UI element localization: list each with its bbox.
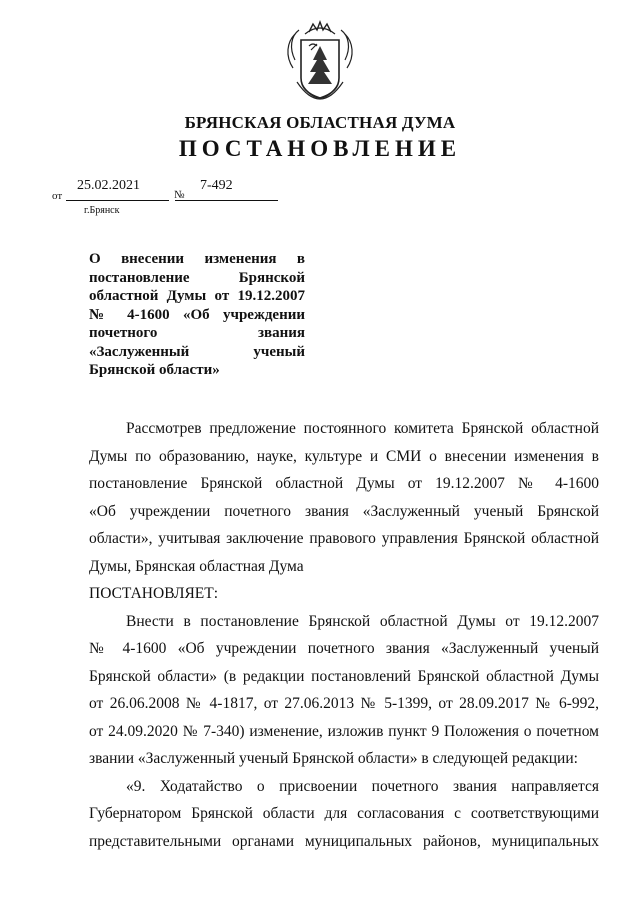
body-line: постановление Брянской областной Думы от 19.12.2007 № 4-1600 bbox=[89, 475, 599, 492]
subject-line: постановление Брянской bbox=[89, 269, 305, 286]
number-underline bbox=[175, 200, 278, 201]
subject-line: почетного звания bbox=[89, 325, 305, 341]
document-meta bbox=[52, 178, 312, 208]
body-line: Брянской области» (в редакции постановлений Брянской областной Думы bbox=[89, 667, 599, 685]
body-line: представительными органами муниципальных районов, муниципальных bbox=[89, 832, 599, 850]
body-line: Губернатором Брянской области для согласования с соответствующими bbox=[89, 805, 599, 822]
resolution-heading: ПОСТАНОВЛЯЕТ: bbox=[89, 585, 219, 602]
subject-line: областной Думы от 19.12.2007 bbox=[89, 288, 305, 304]
body-line: от 26.06.2008 № 4-1817, от 27.06.2013 № 5-1399, от 28.09.2017 № 6-992, bbox=[89, 695, 599, 712]
document-number: 7-492 bbox=[200, 178, 233, 193]
body-line: «9. Ходатайство о присвоении почетного звания направляется bbox=[126, 777, 599, 795]
coat-of-arms-icon bbox=[283, 20, 357, 112]
body-line: звании «Заслуженный ученый Брянской области» в следующей редакции: bbox=[89, 750, 578, 767]
document-body bbox=[89, 415, 599, 855]
body-line: «Об учреждении почетного звания «Заслуженный ученый Брянской bbox=[89, 502, 599, 520]
date-underline bbox=[66, 200, 169, 201]
body-line: Рассмотрев предложение постоянного комитета Брянской областной bbox=[126, 420, 599, 437]
city-name: г.Брянск bbox=[84, 205, 120, 216]
body-line: Думы, Брянская областная Дума bbox=[89, 557, 304, 575]
subject-line: О внесении изменения в bbox=[89, 251, 305, 267]
date-label: от bbox=[52, 190, 63, 202]
subject-line: № 4-1600 «Об учреждении bbox=[89, 306, 305, 323]
body-line: Внести в постановление Брянской областной Думы от 19.12.2007 bbox=[126, 612, 599, 630]
organization-name: БРЯНСКАЯ ОБЛАСТНАЯ ДУМА bbox=[184, 113, 456, 132]
document-subject bbox=[89, 250, 305, 380]
subject-line: «Заслуженный ученый bbox=[89, 343, 305, 360]
body-line: области», учитывая заключение правового управления Брянской областной bbox=[89, 530, 599, 547]
document-type-title: ПОСТАНОВЛЕНИЕ bbox=[178, 136, 462, 161]
subject-line: Брянской области» bbox=[89, 362, 220, 378]
body-line: Думы по образованию, науке, культуре и СМИ о внесении изменения в bbox=[89, 447, 599, 465]
body-line: от 24.09.2020 № 7-340) изменение, изложив пункт 9 Положения о почетном bbox=[89, 722, 599, 740]
document-date: 25.02.2021 bbox=[77, 178, 140, 193]
body-line: № 4-1600 «Об учреждении почетного звания «Заслуженный ученый bbox=[89, 640, 599, 657]
number-label: № bbox=[174, 189, 185, 201]
